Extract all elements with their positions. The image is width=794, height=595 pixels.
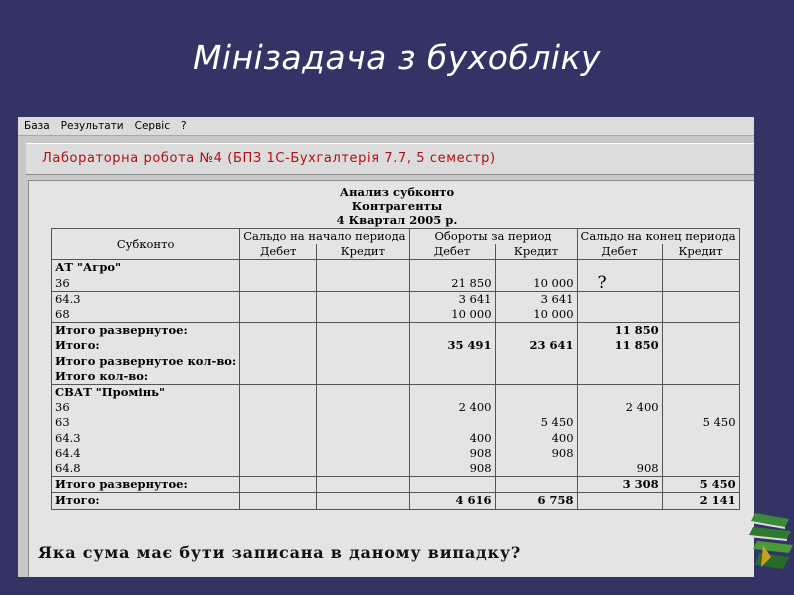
row-value-cell bbox=[409, 415, 495, 430]
row-value-cell bbox=[662, 431, 739, 446]
row-value-cell bbox=[240, 461, 317, 477]
row-value-cell bbox=[240, 415, 317, 430]
row-value-cell bbox=[662, 385, 739, 401]
row-value-cell bbox=[240, 493, 317, 509]
row-value-cell bbox=[317, 260, 409, 276]
row-value-cell bbox=[240, 276, 317, 292]
row-value-cell bbox=[495, 354, 577, 369]
row-value-cell: 2 400 bbox=[577, 400, 662, 415]
table-row bbox=[52, 369, 740, 385]
table-row bbox=[52, 307, 740, 323]
row-value-cell bbox=[317, 431, 409, 446]
row-value-cell bbox=[317, 461, 409, 477]
row-value-cell: 4 616 bbox=[409, 493, 495, 509]
row-value-cell bbox=[662, 354, 739, 369]
row-subkonto: Итого кол-во: bbox=[52, 369, 240, 385]
row-value-cell: 21 850 bbox=[409, 276, 495, 292]
question-text: Яка сума має бути записана в даному випадку? bbox=[38, 543, 522, 562]
menu-item-results[interactable]: Результати bbox=[60, 120, 124, 132]
row-value-cell bbox=[317, 446, 409, 461]
row-value-cell: ? bbox=[577, 276, 662, 292]
row-value-cell bbox=[409, 323, 495, 339]
row-value-cell bbox=[662, 276, 739, 292]
row-value-cell bbox=[317, 415, 409, 430]
report-subtitle: Контрагенты bbox=[351, 199, 443, 213]
menu-item-help[interactable]: ? bbox=[180, 120, 187, 132]
row-value-cell: 10 000 bbox=[409, 307, 495, 323]
row-subkonto: 64.3 bbox=[52, 291, 240, 307]
row-value-cell bbox=[240, 338, 317, 353]
row-value-cell: 908 bbox=[409, 461, 495, 477]
header-subkonto: Субконто bbox=[52, 229, 240, 260]
row-value-cell bbox=[662, 323, 739, 339]
row-subkonto: Итого: bbox=[52, 493, 240, 509]
row-subkonto: Итого развернутое кол-во: bbox=[52, 354, 240, 369]
row-value-cell: 10 000 bbox=[495, 307, 577, 323]
row-value-cell bbox=[662, 307, 739, 323]
row-value-cell bbox=[409, 369, 495, 385]
row-value-cell: 2 400 bbox=[409, 400, 495, 415]
row-value-cell bbox=[409, 385, 495, 401]
row-value-cell bbox=[240, 477, 317, 493]
row-value-cell bbox=[577, 415, 662, 430]
row-subkonto: 36 bbox=[52, 400, 240, 415]
row-value-cell bbox=[577, 431, 662, 446]
row-subkonto: Итого развернутое: bbox=[52, 323, 240, 339]
header-credit: Кредит bbox=[662, 244, 739, 260]
row-value-cell bbox=[662, 338, 739, 353]
row-value-cell bbox=[240, 307, 317, 323]
table-row bbox=[52, 276, 740, 292]
books-icon bbox=[745, 505, 794, 575]
menu-item-baza[interactable]: База bbox=[24, 120, 50, 132]
row-subkonto: 64.4 bbox=[52, 446, 240, 461]
table-row bbox=[52, 493, 740, 509]
row-subkonto: СВАТ "Промінь" bbox=[52, 385, 240, 401]
row-value-cell bbox=[240, 323, 317, 339]
header-turnover: Обороты за период bbox=[409, 229, 577, 245]
row-value-cell bbox=[240, 369, 317, 385]
table-row bbox=[52, 400, 740, 415]
row-value-cell bbox=[317, 400, 409, 415]
header-credit: Кредит bbox=[317, 244, 409, 260]
row-value-cell bbox=[495, 400, 577, 415]
row-value-cell bbox=[240, 385, 317, 401]
row-value-cell bbox=[317, 307, 409, 323]
row-value-cell: 5 450 bbox=[662, 477, 739, 493]
row-value-cell: 11 850 bbox=[577, 323, 662, 339]
table-row bbox=[52, 323, 740, 339]
row-value-cell bbox=[577, 307, 662, 323]
row-value-cell bbox=[662, 446, 739, 461]
header-debit: Дебет bbox=[577, 244, 662, 260]
row-subkonto: 64.8 bbox=[52, 461, 240, 477]
row-value-cell bbox=[317, 477, 409, 493]
header-debit: Дебет bbox=[409, 244, 495, 260]
row-value-cell: 400 bbox=[409, 431, 495, 446]
row-value-cell: 2 141 bbox=[662, 493, 739, 509]
table-row bbox=[52, 431, 740, 446]
row-value-cell bbox=[577, 446, 662, 461]
row-subkonto: Итого развернутое: bbox=[52, 477, 240, 493]
table-row bbox=[52, 354, 740, 369]
row-value-cell: 3 308 bbox=[577, 477, 662, 493]
header-saldo-start: Сальдо на начало периода bbox=[240, 229, 409, 245]
row-value-cell bbox=[662, 260, 739, 276]
row-value-cell bbox=[240, 431, 317, 446]
row-value-cell bbox=[577, 493, 662, 509]
row-value-cell bbox=[317, 338, 409, 353]
row-value-cell: 3 641 bbox=[495, 291, 577, 307]
report-period: 4 Квартал 2005 р. bbox=[336, 213, 458, 227]
row-value-cell bbox=[495, 461, 577, 477]
table-row bbox=[52, 446, 740, 461]
row-value-cell: 908 bbox=[577, 461, 662, 477]
table-row bbox=[52, 461, 740, 477]
report-title: Анализ субконто bbox=[339, 185, 455, 199]
row-value-cell bbox=[577, 260, 662, 276]
row-value-cell bbox=[240, 400, 317, 415]
row-value-cell bbox=[662, 369, 739, 385]
row-value-cell bbox=[662, 461, 739, 477]
row-value-cell: 10 000 bbox=[495, 276, 577, 292]
row-value-cell bbox=[495, 477, 577, 493]
row-value-cell bbox=[317, 369, 409, 385]
lab-header bbox=[26, 143, 754, 175]
table-row bbox=[52, 477, 740, 493]
row-value-cell: 5 450 bbox=[495, 415, 577, 430]
row-value-cell bbox=[495, 369, 577, 385]
row-value-cell bbox=[317, 385, 409, 401]
row-value-cell bbox=[577, 354, 662, 369]
row-value-cell bbox=[495, 323, 577, 339]
table-header-row bbox=[52, 229, 740, 245]
row-value-cell: 3 641 bbox=[409, 291, 495, 307]
row-value-cell: 400 bbox=[495, 431, 577, 446]
row-value-cell bbox=[240, 260, 317, 276]
row-value-cell bbox=[317, 291, 409, 307]
row-value-cell bbox=[577, 369, 662, 385]
row-value-cell bbox=[577, 291, 662, 307]
table-row bbox=[52, 260, 740, 276]
row-value-cell bbox=[240, 446, 317, 461]
row-value-cell: 908 bbox=[495, 446, 577, 461]
row-value-cell: 5 450 bbox=[662, 415, 739, 430]
row-subkonto: 64.3 bbox=[52, 431, 240, 446]
row-value-cell bbox=[409, 477, 495, 493]
row-value-cell: 908 bbox=[409, 446, 495, 461]
row-value-cell bbox=[317, 323, 409, 339]
row-subkonto: Итого: bbox=[52, 338, 240, 353]
row-value-cell: 35 491 bbox=[409, 338, 495, 353]
menu-bar bbox=[18, 117, 754, 136]
lab-title: Лабораторна робота №4 (БПЗ 1С-Бухгалтерія 7.7, 5 семестр) bbox=[42, 151, 496, 166]
row-value-cell bbox=[317, 276, 409, 292]
table-row bbox=[52, 338, 740, 353]
row-value-cell bbox=[662, 291, 739, 307]
row-value-cell bbox=[662, 400, 739, 415]
header-credit: Кредит bbox=[495, 244, 577, 260]
slide-title: Мінізадача з бухобліку bbox=[192, 38, 602, 77]
header-debit: Дебет bbox=[240, 244, 317, 260]
row-value-cell: 23 641 bbox=[495, 338, 577, 353]
header-saldo-end: Сальдо на конец периода bbox=[577, 229, 739, 245]
menu-item-service[interactable]: Сервіс bbox=[134, 120, 170, 132]
row-value-cell bbox=[240, 291, 317, 307]
row-value-cell bbox=[577, 385, 662, 401]
row-value-cell bbox=[317, 493, 409, 509]
row-subkonto: 63 bbox=[52, 415, 240, 430]
table-row bbox=[52, 291, 740, 307]
row-value-cell bbox=[317, 354, 409, 369]
row-subkonto: АТ "Агро" bbox=[52, 260, 240, 276]
row-value-cell bbox=[409, 354, 495, 369]
row-value-cell bbox=[409, 260, 495, 276]
row-subkonto: 36 bbox=[52, 276, 240, 292]
row-value-cell bbox=[495, 260, 577, 276]
row-value-cell: 6 758 bbox=[495, 493, 577, 509]
row-value-cell bbox=[495, 385, 577, 401]
table-row bbox=[52, 385, 740, 401]
report-table bbox=[51, 228, 740, 510]
table-row bbox=[52, 415, 740, 430]
row-subkonto: 68 bbox=[52, 307, 240, 323]
row-value-cell: 11 850 bbox=[577, 338, 662, 353]
row-value-cell bbox=[240, 354, 317, 369]
